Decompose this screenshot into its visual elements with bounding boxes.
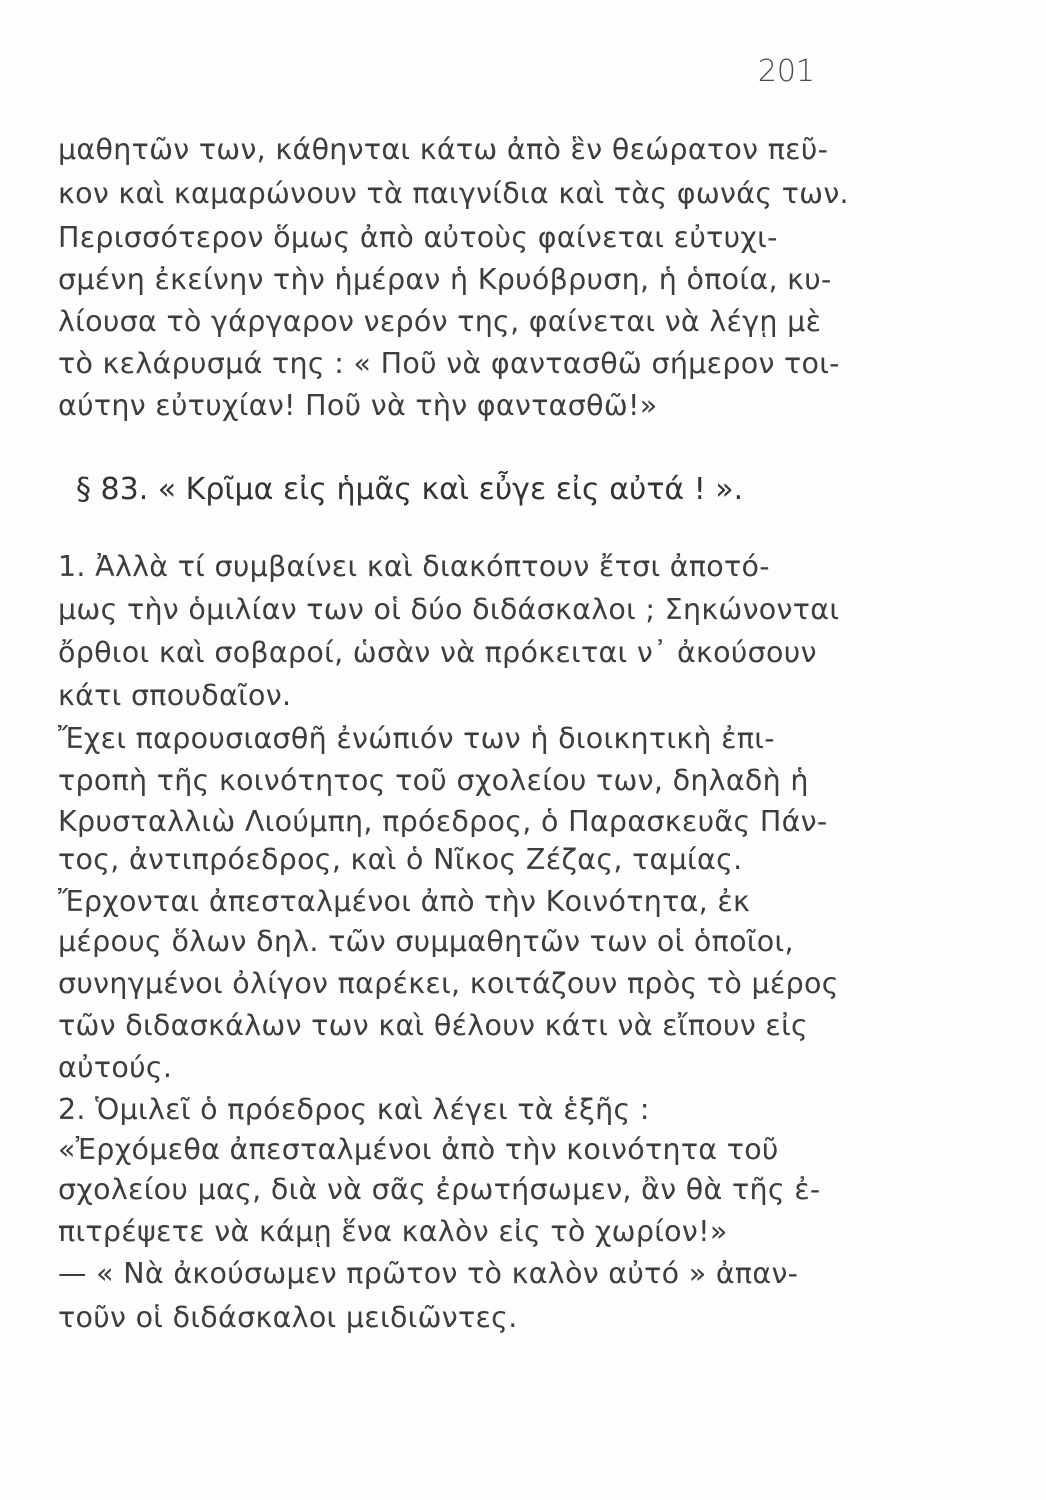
text-line: Κρυσταλλιὼ Λιούμπη, πρόεδρος, ὁ Παρασκευᾶς Πάν-	[58, 805, 828, 838]
text-line: πιτρέψετε νὰ κάμῃ ἕνα καλὸν εἰς τὸ χωρίον!»	[58, 1215, 728, 1248]
text-line: Ἔρχονται ἀπεσταλμένοι ἀπὸ τὴν Κοινότητα, ἐκ	[58, 885, 751, 918]
text-line: Ἔχει παρουσιασθῆ ἐνώπιόν των ἡ διοικητικὴ ἐπι-	[58, 722, 775, 755]
text-line: σχολείου μας, διὰ νὰ σᾶς ἐρωτήσωμεν, ἂν θὰ τῆς ἐ-	[58, 1173, 821, 1206]
text-line: τος, ἀντιπρόεδρος, καὶ ὁ Νῖκος Ζέζας, ταμίας.	[58, 843, 743, 876]
text-line: 1. Ἀλλὰ τί συμβαίνει καὶ διακόπτουν ἔτσι ἀποτό-	[58, 550, 770, 583]
text-line: τὸ κελάρυσμά της : « Ποῦ νὰ φαντασθῶ σήμερον τοι-	[58, 347, 840, 380]
text-line: αὐτούς.	[58, 1051, 173, 1084]
section-heading: § 83. « Κρῖμα εἰς ἡμᾶς καὶ εὖγε εἰς αὐτά ! ».	[76, 472, 744, 507]
text-line: κον καὶ καμαρώνουν τὰ παιγνίδια καὶ τὰς φωνάς των.	[58, 177, 849, 210]
text-line: μαθητῶν των, κάθηνται κάτω ἀπὸ ἓν θεώρατον πεῦ-	[58, 133, 829, 166]
text-line: Περισσότερον ὅμως ἀπὸ αὐτοὺς φαίνεται εὐτυχι-	[58, 221, 778, 254]
text-line: σμένη ἐκείνην τὴν ἡμέραν ἡ Κρυόβρυση, ἡ ὁποία, κυ-	[58, 263, 832, 296]
text-line: τροπὴ τῆς κοινότητος τοῦ σχολείου των, δηλαδὴ ἡ	[58, 764, 809, 797]
text-line: λίουσα τὸ γάργαρον νερόν της, φαίνεται νὰ λέγῃ μὲ	[58, 305, 822, 338]
text-line: «Ἐρχόμεθα ἀπεσταλμένοι ἀπὸ τὴν κοινότητα τοῦ	[58, 1133, 779, 1166]
text-line: ὄρθιοι καὶ σοβαροί, ὡσὰν νὰ πρόκειται ν᾽ ἀκούσουν	[58, 636, 817, 669]
text-line: τῶν διδασκάλων των καὶ θέλουν κάτι νὰ εἴπουν εἰς	[58, 1009, 809, 1042]
text-line: τοῦν οἱ διδάσκαλοι μειδιῶντες.	[58, 1301, 518, 1334]
page-number: 201	[757, 54, 815, 89]
text-line: συνηγμένοι ὀλίγον παρέκει, κοιτάζουν πρὸς τὸ μέρος	[58, 967, 839, 1000]
text-line: 2. Ὁμιλεῖ ὁ πρόεδρος καὶ λέγει τὰ ἑξῆς :	[58, 1093, 650, 1126]
text-line: κάτι σπουδαῖον.	[58, 679, 292, 712]
text-line: αύτην εὐτυχίαν! Ποῦ νὰ τὴν φαντασθῶ!»	[58, 389, 658, 422]
text-line: — « Νὰ ἀκούσωμεν πρῶτον τὸ καλὸν αὐτό » ἀπαν-	[58, 1257, 799, 1290]
text-line: μως τὴν ὁμιλίαν των οἱ δύο διδάσκαλοι ; Σηκώνονται	[58, 593, 840, 626]
text-line: μέρους ὅλων δηλ. τῶν συμμαθητῶν των οἱ ὁποῖοι,	[58, 925, 794, 958]
